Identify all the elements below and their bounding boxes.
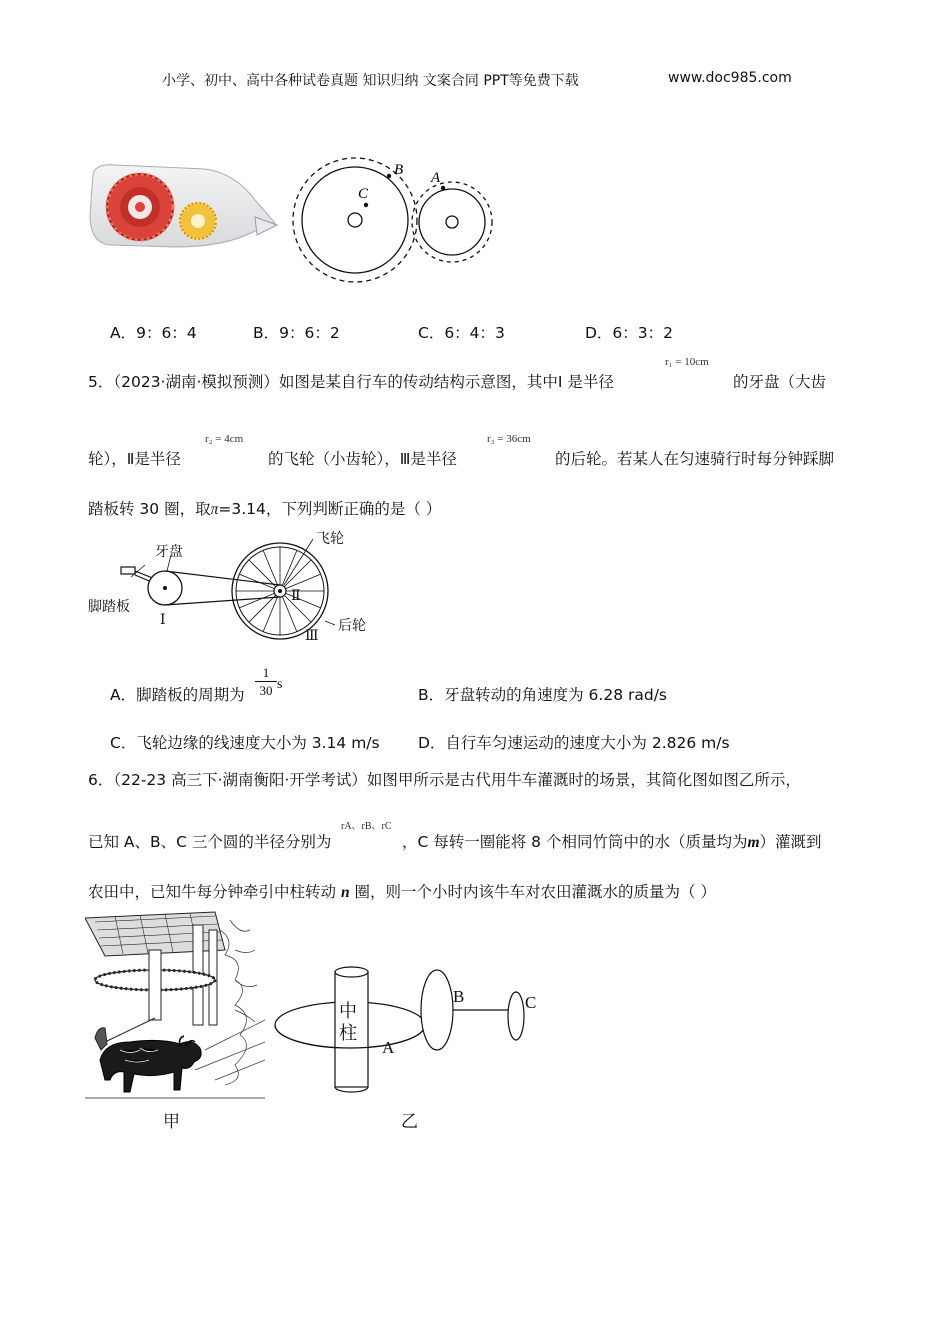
- header-url[interactable]: www.doc985.com: [668, 70, 792, 86]
- q6-line2b-wrap: [402, 830, 822, 852]
- q5-option-a[interactable]: [110, 683, 245, 705]
- label-pedal: 脚踏板: [88, 599, 130, 615]
- q5-pi: π: [210, 501, 219, 518]
- q5-r2: r₂ = 4cm: [205, 433, 244, 445]
- label-roman-1: Ⅰ: [160, 613, 166, 628]
- q6-line2a: 已知 A、B、C 三个圆的半径分别为: [88, 833, 332, 851]
- circle-b: [421, 970, 453, 1050]
- label-roman-2: Ⅱ: [291, 589, 301, 604]
- q5-line2a: 轮），Ⅱ是半径: [88, 450, 181, 468]
- figure-yi-label: 乙: [401, 1112, 418, 1132]
- correction-tape-image: [85, 155, 285, 255]
- q5-option-b[interactable]: B．牙盘转动的角速度为 6.28 rad/s: [418, 686, 668, 704]
- q5-line3b: =3.14，下列判断正确的是（ ）: [218, 500, 442, 518]
- q5-r1: r₁ = 10cm: [665, 356, 709, 368]
- label-b: B: [394, 162, 404, 178]
- small-gear: [412, 182, 492, 262]
- fraction-denominator: 30: [255, 681, 277, 699]
- q6-line2b: ，C 每转一圈能将 8 个相同竹筒中的水（质量均为: [402, 833, 748, 851]
- label-b-circle: B: [453, 987, 465, 1006]
- label-c: C: [358, 186, 369, 202]
- q6-radii: rA、rB、rC: [341, 821, 392, 832]
- q5-line3a: 踏板转 30 圈，取: [88, 500, 211, 518]
- q6-line1: 6．（22-23 高三下·湖南衡阳·开学考试）如图甲所示是古代用牛车灌溉时的场景，其简化图如图乙所示，: [88, 771, 801, 789]
- label-flywheel: 飞轮: [316, 531, 344, 547]
- fraction-numerator: 1: [262, 665, 270, 680]
- q5-line3: [88, 497, 441, 519]
- ox-irrigation-engraving: [85, 910, 265, 1100]
- figure-jia-label: 甲: [163, 1112, 180, 1132]
- rear-wheel-icon: [232, 543, 328, 639]
- label-a-circle: A: [382, 1038, 395, 1057]
- header-ad: 小学、初中、高中各种试卷真题 知识归纳 文案合同 PPT等免费下载: [162, 73, 579, 89]
- q5-option-c[interactable]: C．飞轮边缘的线速度大小为 3.14 m/s: [110, 734, 380, 752]
- q4-option-d[interactable]: D．6：3：2: [585, 324, 674, 342]
- q6-n: n: [340, 884, 350, 901]
- q5-line2c: 的后轮。若某人在匀速骑行时每分钟踩脚: [555, 450, 835, 468]
- label-chainring: 牙盘: [155, 544, 183, 560]
- q4-option-a[interactable]: A．9：6：4: [110, 324, 197, 342]
- q4-option-c[interactable]: C．6：4：3: [418, 324, 505, 342]
- q5-option-a-text: A．脚踏板的周期为: [110, 686, 245, 704]
- q5-r3: r₃ = 36cm: [487, 433, 531, 445]
- label-c-circle: C: [525, 993, 537, 1012]
- q6-line3b: 圈，则一个小时内该牛车对农田灌溉水的质量为（ ）: [354, 883, 716, 901]
- circle-c: [508, 992, 524, 1040]
- q4-option-b[interactable]: B．9：6：2: [253, 324, 340, 342]
- zhongzhu-label: 中柱: [339, 1001, 357, 1043]
- label-roman-3: Ⅲ: [305, 629, 319, 644]
- q5-line1a: 5．（2023·湖南·模拟预测）如图是某自行车的传动结构示意图，其中Ⅰ 是半径: [88, 373, 614, 391]
- q5-option-d[interactable]: D．自行车匀速运动的速度大小为 2.826 m/s: [418, 734, 730, 752]
- q5-line1b: 的牙盘（大齿: [733, 373, 827, 391]
- label-a: A: [431, 170, 441, 186]
- header-text: [162, 70, 579, 90]
- q5-option-a-fraction: [255, 664, 277, 699]
- q5-line2b: 的飞轮（小齿轮），Ⅲ是半径: [268, 450, 457, 468]
- q6-line3a: 农田中，已知牛每分钟牵引中柱转动: [88, 883, 337, 901]
- point-a: [441, 186, 445, 190]
- label-rear-wheel: 后轮: [338, 618, 366, 634]
- q6-line3: [88, 880, 716, 902]
- q5-option-a-unit: s: [277, 677, 283, 692]
- point-b: [387, 174, 391, 178]
- q6-m: m: [747, 834, 760, 851]
- point-c: [364, 203, 368, 207]
- q6-line2c: ）灌溉到: [759, 833, 822, 851]
- gears-diagram: [290, 150, 500, 290]
- pedal-icon: [121, 567, 135, 574]
- simplified-irrigation-diagram: [270, 960, 550, 1105]
